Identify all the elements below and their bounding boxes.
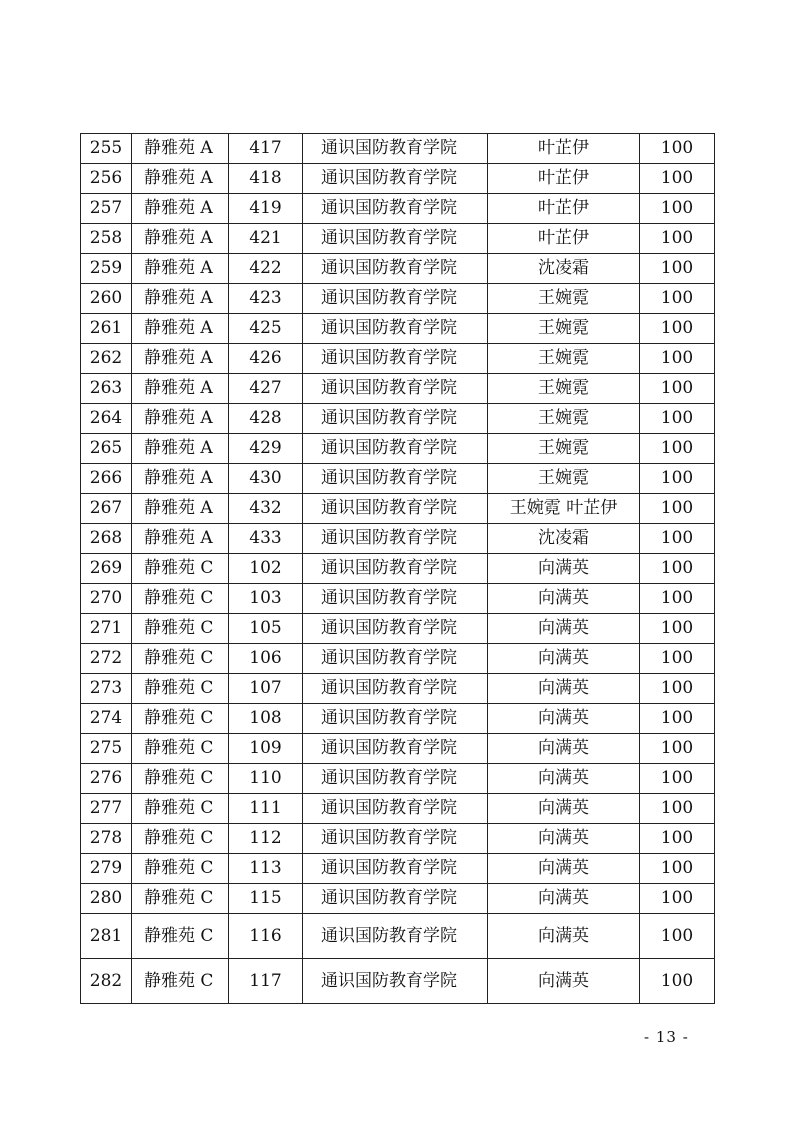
- building-cell: 静雅苑 A: [132, 254, 229, 284]
- score-cell: 100: [640, 434, 715, 464]
- room-cell: 102: [229, 554, 303, 584]
- room-cell: 422: [229, 254, 303, 284]
- room-cell: 433: [229, 524, 303, 554]
- table-row: [81, 554, 715, 584]
- college-cell: 通识国防教育学院: [303, 884, 488, 914]
- score-cell: 100: [640, 314, 715, 344]
- building-cell: 静雅苑 C: [132, 584, 229, 614]
- row-number-cell: 273: [81, 674, 132, 704]
- room-cell: 112: [229, 824, 303, 854]
- score-cell: 100: [640, 704, 715, 734]
- building-cell: 静雅苑 C: [132, 914, 229, 959]
- building-cell: 静雅苑 C: [132, 734, 229, 764]
- table-row: [81, 794, 715, 824]
- row-number-cell: 269: [81, 554, 132, 584]
- score-cell: 100: [640, 194, 715, 224]
- college-cell: 通识国防教育学院: [303, 614, 488, 644]
- college-cell: 通识国防教育学院: [303, 524, 488, 554]
- score-cell: 100: [640, 404, 715, 434]
- college-cell: 通识国防教育学院: [303, 764, 488, 794]
- building-cell: 静雅苑 C: [132, 554, 229, 584]
- building-cell: 静雅苑 A: [132, 344, 229, 374]
- college-cell: 通识国防教育学院: [303, 494, 488, 524]
- room-cell: 429: [229, 434, 303, 464]
- row-number-cell: 270: [81, 584, 132, 614]
- score-cell: 100: [640, 494, 715, 524]
- row-number-cell: 281: [81, 914, 132, 959]
- building-cell: 静雅苑 C: [132, 884, 229, 914]
- score-cell: 100: [640, 644, 715, 674]
- building-cell: 静雅苑 C: [132, 854, 229, 884]
- row-number-cell: 255: [81, 134, 132, 164]
- table-row: [81, 224, 715, 254]
- room-cell: 106: [229, 644, 303, 674]
- building-cell: 静雅苑 C: [132, 674, 229, 704]
- counselor-cell: 叶芷伊: [488, 224, 640, 254]
- row-number-cell: 272: [81, 644, 132, 674]
- table-row: [81, 374, 715, 404]
- counselor-cell: 向满英: [488, 704, 640, 734]
- row-number-cell: 266: [81, 464, 132, 494]
- building-cell: 静雅苑 A: [132, 314, 229, 344]
- row-number-cell: 257: [81, 194, 132, 224]
- room-cell: 113: [229, 854, 303, 884]
- building-cell: 静雅苑 A: [132, 494, 229, 524]
- counselor-cell: 王婉霓: [488, 404, 640, 434]
- college-cell: 通识国防教育学院: [303, 854, 488, 884]
- room-cell: 105: [229, 614, 303, 644]
- table-row: [81, 854, 715, 884]
- counselor-cell: 沈凌霜: [488, 524, 640, 554]
- score-cell: 100: [640, 224, 715, 254]
- room-cell: 417: [229, 134, 303, 164]
- counselor-cell: 向满英: [488, 794, 640, 824]
- score-cell: 100: [640, 794, 715, 824]
- row-number-cell: 280: [81, 884, 132, 914]
- score-cell: 100: [640, 959, 715, 1004]
- building-cell: 静雅苑 C: [132, 644, 229, 674]
- room-cell: 428: [229, 404, 303, 434]
- room-cell: 111: [229, 794, 303, 824]
- counselor-cell: 叶芷伊: [488, 134, 640, 164]
- score-cell: 100: [640, 764, 715, 794]
- table-row: [81, 194, 715, 224]
- table-row: [81, 164, 715, 194]
- counselor-cell: 沈凌霜: [488, 254, 640, 284]
- counselor-cell: 向满英: [488, 644, 640, 674]
- page-number: - 13 -: [644, 1028, 689, 1046]
- row-number-cell: 277: [81, 794, 132, 824]
- score-cell: 100: [640, 584, 715, 614]
- counselor-cell: 向满英: [488, 584, 640, 614]
- room-cell: 115: [229, 884, 303, 914]
- counselor-cell: 王婉霓: [488, 284, 640, 314]
- room-cell: 418: [229, 164, 303, 194]
- college-cell: 通识国防教育学院: [303, 134, 488, 164]
- records-table-body: [81, 134, 715, 1004]
- row-number-cell: 275: [81, 734, 132, 764]
- room-cell: 430: [229, 464, 303, 494]
- table-row: [81, 584, 715, 614]
- college-cell: 通识国防教育学院: [303, 644, 488, 674]
- college-cell: 通识国防教育学院: [303, 464, 488, 494]
- room-cell: 110: [229, 764, 303, 794]
- counselor-cell: 向满英: [488, 854, 640, 884]
- college-cell: 通识国防教育学院: [303, 584, 488, 614]
- counselor-cell: 王婉霓 叶芷伊: [488, 494, 640, 524]
- row-number-cell: 271: [81, 614, 132, 644]
- college-cell: 通识国防教育学院: [303, 734, 488, 764]
- room-cell: 423: [229, 284, 303, 314]
- score-cell: 100: [640, 254, 715, 284]
- counselor-cell: 向满英: [488, 764, 640, 794]
- college-cell: 通识国防教育学院: [303, 194, 488, 224]
- table-row: [81, 404, 715, 434]
- counselor-cell: 向满英: [488, 614, 640, 644]
- counselor-cell: 王婉霓: [488, 464, 640, 494]
- score-cell: 100: [640, 884, 715, 914]
- building-cell: 静雅苑 C: [132, 794, 229, 824]
- score-cell: 100: [640, 284, 715, 314]
- college-cell: 通识国防教育学院: [303, 554, 488, 584]
- college-cell: 通识国防教育学院: [303, 254, 488, 284]
- row-number-cell: 262: [81, 344, 132, 374]
- score-cell: 100: [640, 374, 715, 404]
- room-cell: 109: [229, 734, 303, 764]
- row-number-cell: 258: [81, 224, 132, 254]
- room-cell: 108: [229, 704, 303, 734]
- score-cell: 100: [640, 134, 715, 164]
- building-cell: 静雅苑 C: [132, 704, 229, 734]
- row-number-cell: 267: [81, 494, 132, 524]
- room-cell: 103: [229, 584, 303, 614]
- score-cell: 100: [640, 914, 715, 959]
- building-cell: 静雅苑 A: [132, 404, 229, 434]
- counselor-cell: 向满英: [488, 959, 640, 1004]
- counselor-cell: 叶芷伊: [488, 164, 640, 194]
- counselor-cell: 向满英: [488, 914, 640, 959]
- counselor-cell: 王婉霓: [488, 374, 640, 404]
- row-number-cell: 263: [81, 374, 132, 404]
- building-cell: 静雅苑 C: [132, 824, 229, 854]
- room-cell: 421: [229, 224, 303, 254]
- college-cell: 通识国防教育学院: [303, 164, 488, 194]
- score-cell: 100: [640, 524, 715, 554]
- table-row: [81, 494, 715, 524]
- building-cell: 静雅苑 A: [132, 194, 229, 224]
- table-row: [81, 344, 715, 374]
- table-row: [81, 914, 715, 959]
- score-cell: 100: [640, 674, 715, 704]
- college-cell: 通识国防教育学院: [303, 914, 488, 959]
- college-cell: 通识国防教育学院: [303, 824, 488, 854]
- college-cell: 通识国防教育学院: [303, 704, 488, 734]
- row-number-cell: 268: [81, 524, 132, 554]
- table-row: [81, 704, 715, 734]
- table-row: [81, 824, 715, 854]
- table-row: [81, 644, 715, 674]
- building-cell: 静雅苑 A: [132, 524, 229, 554]
- counselor-cell: 向满英: [488, 884, 640, 914]
- table-row: [81, 614, 715, 644]
- college-cell: 通识国防教育学院: [303, 374, 488, 404]
- college-cell: 通识国防教育学院: [303, 404, 488, 434]
- building-cell: 静雅苑 A: [132, 134, 229, 164]
- row-number-cell: 265: [81, 434, 132, 464]
- room-cell: 432: [229, 494, 303, 524]
- college-cell: 通识国防教育学院: [303, 314, 488, 344]
- row-number-cell: 276: [81, 764, 132, 794]
- row-number-cell: 260: [81, 284, 132, 314]
- college-cell: 通识国防教育学院: [303, 344, 488, 374]
- score-cell: 100: [640, 464, 715, 494]
- table-row: [81, 434, 715, 464]
- score-cell: 100: [640, 854, 715, 884]
- building-cell: 静雅苑 A: [132, 374, 229, 404]
- counselor-cell: 王婉霓: [488, 434, 640, 464]
- row-number-cell: 256: [81, 164, 132, 194]
- room-cell: 427: [229, 374, 303, 404]
- score-cell: 100: [640, 554, 715, 584]
- room-cell: 425: [229, 314, 303, 344]
- college-cell: 通识国防教育学院: [303, 794, 488, 824]
- row-number-cell: 282: [81, 959, 132, 1004]
- row-number-cell: 278: [81, 824, 132, 854]
- room-cell: 107: [229, 674, 303, 704]
- counselor-cell: 王婉霓: [488, 344, 640, 374]
- table-row: [81, 764, 715, 794]
- room-cell: 116: [229, 914, 303, 959]
- building-cell: 静雅苑 C: [132, 614, 229, 644]
- college-cell: 通识国防教育学院: [303, 959, 488, 1004]
- score-cell: 100: [640, 824, 715, 854]
- score-cell: 100: [640, 164, 715, 194]
- room-cell: 426: [229, 344, 303, 374]
- row-number-cell: 279: [81, 854, 132, 884]
- table-row: [81, 674, 715, 704]
- row-number-cell: 259: [81, 254, 132, 284]
- table-row: [81, 464, 715, 494]
- building-cell: 静雅苑 A: [132, 284, 229, 314]
- counselor-cell: 向满英: [488, 554, 640, 584]
- table-row: [81, 254, 715, 284]
- table-row: [81, 314, 715, 344]
- score-cell: 100: [640, 614, 715, 644]
- college-cell: 通识国防教育学院: [303, 434, 488, 464]
- room-cell: 117: [229, 959, 303, 1004]
- row-number-cell: 264: [81, 404, 132, 434]
- table-row: [81, 734, 715, 764]
- records-table: [80, 133, 715, 1004]
- counselor-cell: 王婉霓: [488, 314, 640, 344]
- row-number-cell: 274: [81, 704, 132, 734]
- college-cell: 通识国防教育学院: [303, 674, 488, 704]
- row-number-cell: 261: [81, 314, 132, 344]
- table-row: [81, 884, 715, 914]
- score-cell: 100: [640, 344, 715, 374]
- table-row: [81, 524, 715, 554]
- counselor-cell: 向满英: [488, 674, 640, 704]
- counselor-cell: 向满英: [488, 734, 640, 764]
- college-cell: 通识国防教育学院: [303, 224, 488, 254]
- building-cell: 静雅苑 C: [132, 764, 229, 794]
- building-cell: 静雅苑 A: [132, 434, 229, 464]
- building-cell: 静雅苑 C: [132, 959, 229, 1004]
- building-cell: 静雅苑 A: [132, 164, 229, 194]
- building-cell: 静雅苑 A: [132, 224, 229, 254]
- room-cell: 419: [229, 194, 303, 224]
- table-row: [81, 284, 715, 314]
- counselor-cell: 向满英: [488, 824, 640, 854]
- score-cell: 100: [640, 734, 715, 764]
- counselor-cell: 叶芷伊: [488, 194, 640, 224]
- table-row: [81, 134, 715, 164]
- building-cell: 静雅苑 A: [132, 464, 229, 494]
- table-row: [81, 959, 715, 1004]
- college-cell: 通识国防教育学院: [303, 284, 488, 314]
